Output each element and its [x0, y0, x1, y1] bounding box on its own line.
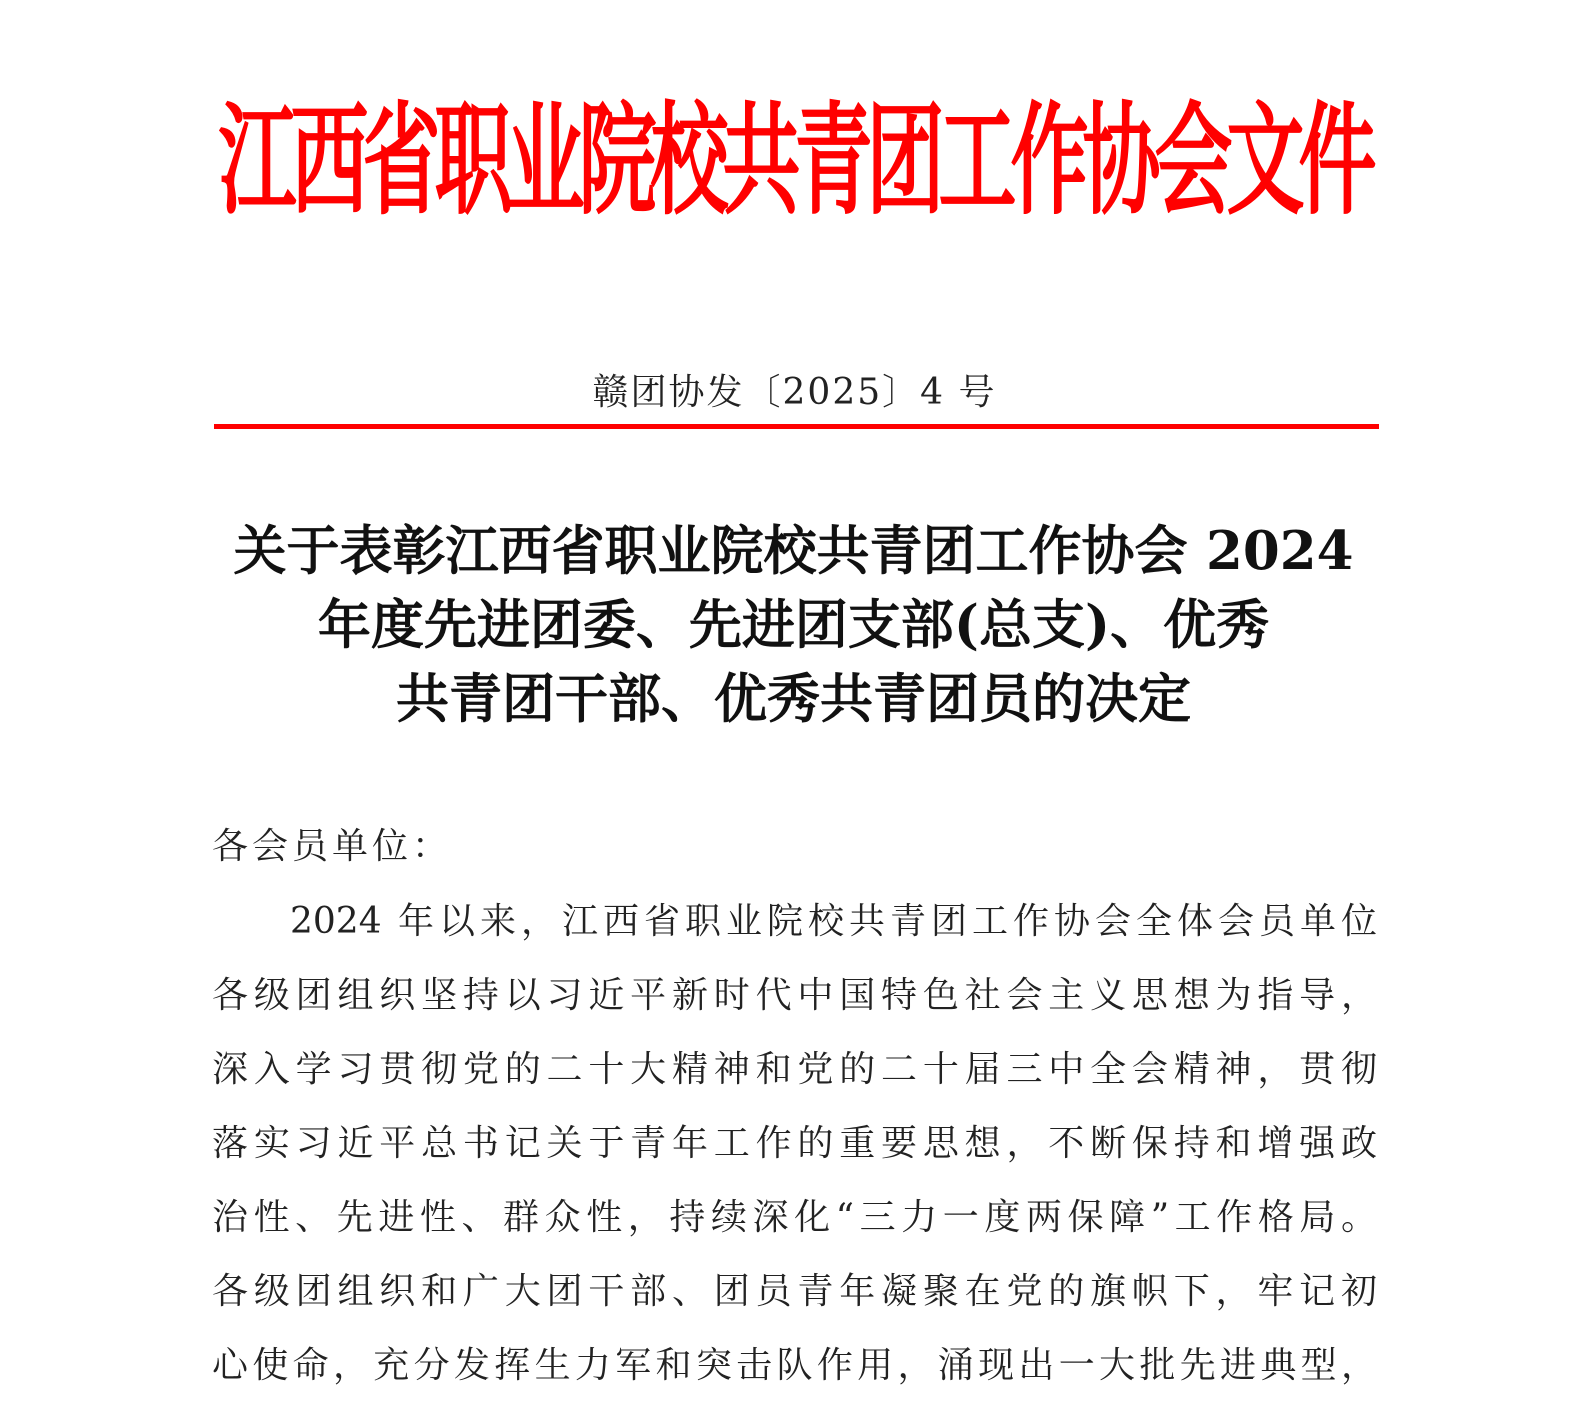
document-title: [206, 514, 1381, 736]
title-line: 年度先进团委、先进团支部(总支)、优秀: [317, 594, 1270, 656]
title-line: 共青团干部、优秀共青团员的决定: [396, 668, 1191, 730]
body-line: 各级团组织坚持以习近平新时代中国特色社会主义思想为指导，: [212, 975, 1377, 1016]
body-line: 心使命，充分发挥生力军和突击队作用，涌现出一大批先进典型，: [212, 1345, 1377, 1386]
red-divider-rule: [214, 424, 1379, 429]
body-line: 各级团组织和广大团干部、团员青年凝聚在党的旗帜下，牢记初: [212, 1271, 1377, 1312]
document-number: 赣团协发〔2025〕4 号: [592, 372, 997, 413]
salutation: 各会员单位：: [212, 826, 453, 867]
red-masthead: [212, 72, 1377, 252]
body-paragraph: [212, 885, 1377, 1403]
body-line: 2024 年以来，江西省职业院校共青团工作协会全体会员单位: [290, 901, 1377, 942]
title-line: 关于表彰江西省职业院校共青团工作协会 2024: [233, 520, 1354, 582]
body-line: 治性、先进性、群众性，持续深化“三力一度两保障”工作格局。: [212, 1197, 1377, 1238]
body-line: 落实习近平总书记关于青年工作的重要思想，不断保持和增强政: [212, 1123, 1377, 1164]
masthead-title: 江西省职业院校共青团工作协会文件: [218, 92, 1371, 232]
body-line: 深入学习贯彻党的二十大精神和党的二十届三中全会精神，贯彻: [212, 1049, 1377, 1090]
